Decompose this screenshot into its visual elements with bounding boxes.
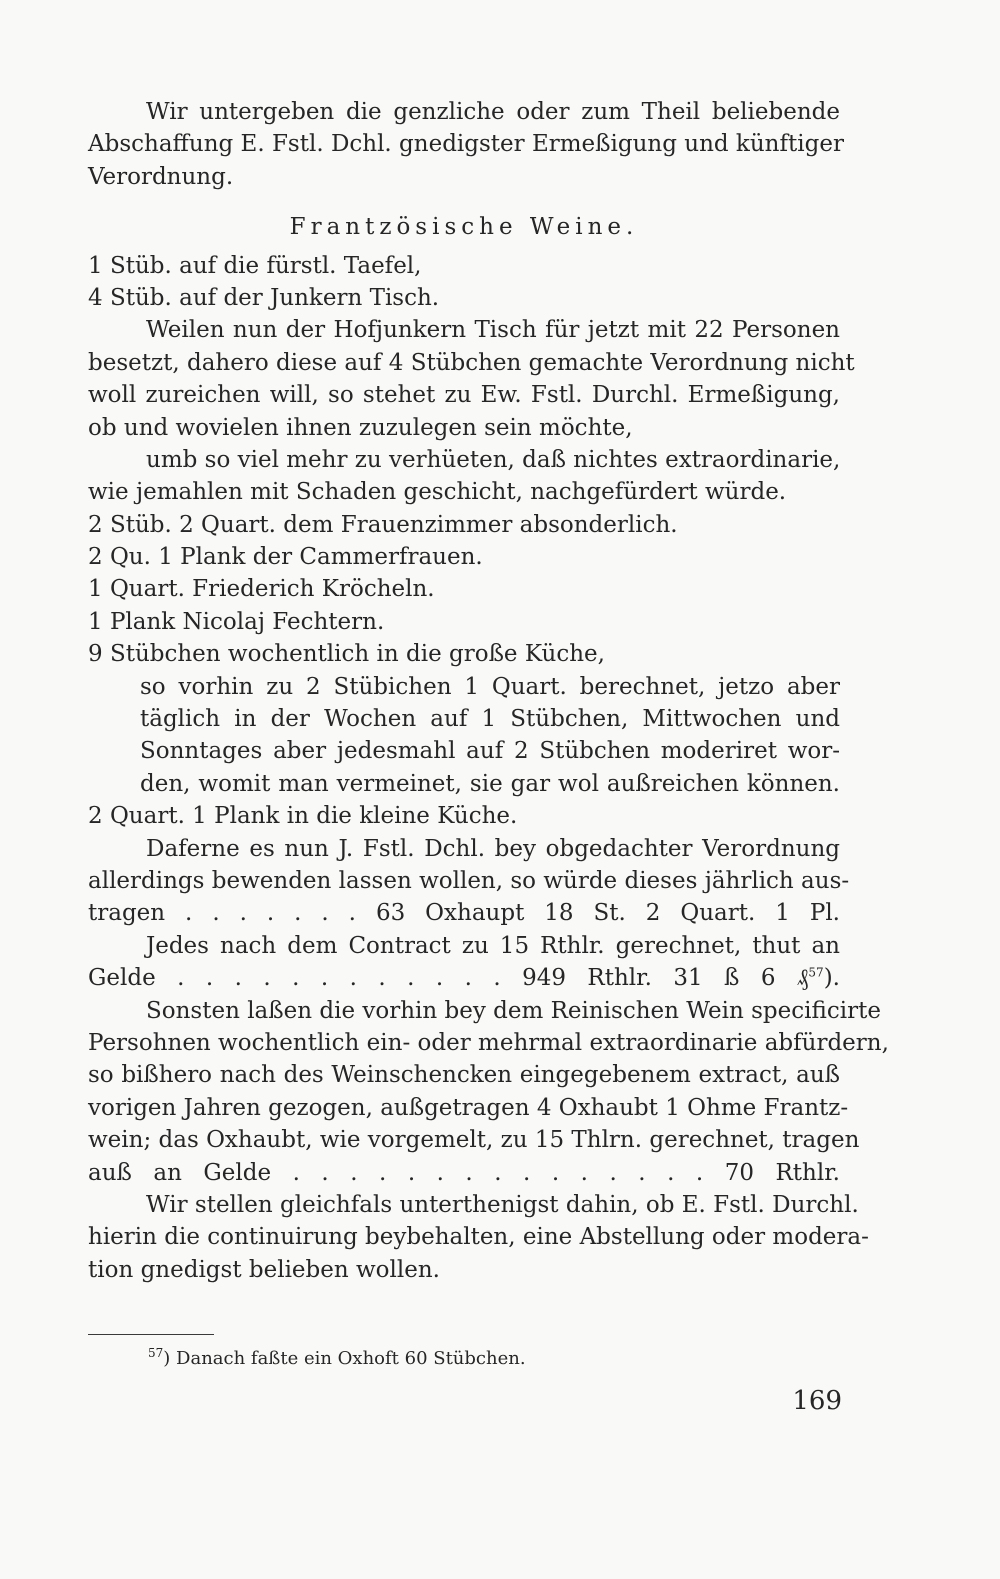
footnote-divider	[88, 1334, 214, 1335]
text-line: 2 Quart. 1 Plank in die kleine Küche.	[88, 803, 518, 830]
text-line: wie jemahlen mit Schaden geschicht, nachgefürdert würde.	[88, 479, 787, 506]
text-line: ob und wovielen ihnen zuzulegen sein möchte,	[88, 414, 633, 441]
footnote-marker: 57	[148, 1346, 164, 1360]
text-line: Verordnung.	[88, 163, 234, 190]
text-line: den, womit man vermeinet, sie gar wol außreichen können.	[140, 770, 840, 797]
text-line: besetzt, dahero diese auf 4 Stübchen gemachte Verordnung nicht	[88, 349, 855, 376]
page-number: 169	[792, 1386, 842, 1416]
text-line: 4 Stüb. auf der Junkern Tisch.	[88, 284, 440, 311]
text-line: Sonntages aber jedesmahl auf 2 Stübchen moderiret wor-	[140, 738, 840, 765]
text-line: Weilen nun der Hofjunkern Tisch für jetzt mit 22 Personen	[146, 317, 840, 344]
text-line: 1 Stüb. auf die fürstl. Taefel,	[88, 252, 422, 279]
text-line: vorigen Jahren gezogen, außgetragen 4 Oxhaubt 1 Ohme Frantz-	[88, 1094, 849, 1121]
text-line: 2 Qu. 1 Plank der Cammerfrauen.	[88, 544, 483, 571]
text-line: 9 Stübchen wochentlich in die große Küche,	[88, 641, 605, 668]
text-line: 1 Quart. Friederich Kröcheln.	[88, 576, 435, 603]
text-line: 1 Plank Nicolaj Fechtern.	[88, 608, 385, 635]
text-line: tragen . . . . . . . 63 Oxhaupt 18 St. 2 Quart. 1 Pl.	[88, 900, 840, 927]
text-line: umb so viel mehr zu verhüeten, daß nichtes extraordinarie,	[146, 446, 841, 473]
text-line: so vorhin zu 2 Stübichen 1 Quart. berechnet, jetzo aber	[140, 673, 840, 700]
text-line: Daferne es nun J. Fstl. Dchl. bey obgedachter Verordnung	[146, 835, 840, 862]
footnote	[148, 1347, 526, 1371]
text-line: täglich in der Wochen auf 1 Stübchen, Mittwochen und	[140, 706, 840, 733]
text-line: Persohnen wochentlich ein- oder mehrmal extraordinarie abfürdern,	[88, 1029, 889, 1056]
text-line: Jedes nach dem Contract zu 15 Rthlr. gerechnet, thut an	[146, 932, 840, 959]
text-line: so bißhero nach des Weinschencken eingegebenem extract, auß	[88, 1062, 840, 1089]
text-segment: ).	[823, 965, 840, 992]
footnote-paren: )	[163, 1348, 177, 1369]
text-line: Abschaffung E. Fstl. Dchl. gnedigster Ermeßigung und künftiger	[88, 131, 844, 158]
text-line: hierin die continuirung beybehalten, eine Abstellung oder modera-	[88, 1224, 869, 1251]
body-text	[88, 96, 889, 1286]
text-line: Sonsten laßen die vorhin bey dem Reinischen Wein specificirte	[146, 997, 881, 1024]
text-segment: Gelde . . . . . . . . . . . . 949 Rthlr. 31 ß 6 ₰	[88, 965, 809, 992]
text-line: 2 Stüb. 2 Quart. dem Frauenzimmer absonderlich.	[88, 511, 678, 538]
text-line	[88, 962, 840, 994]
text-line: tion gnedigst belieben wollen.	[88, 1256, 440, 1283]
text-line: wein; das Oxhaubt, wie vorgemelt, zu 15 Thlrn. gerechnet, tragen	[88, 1127, 860, 1154]
text-line: woll zureichen will, so stehet zu Ew. Fstl. Durchl. Ermeßigung,	[88, 382, 840, 409]
text-line: allerdings bewenden lassen wollen, so würde dieses jährlich aus-	[88, 867, 850, 894]
section-heading: Frantzösische Weine.	[289, 214, 639, 241]
footnote-text: Danach faßte ein Oxhoft 60 Stübchen.	[176, 1348, 526, 1369]
text-line: Wir stellen gleichfals unterthenigst dahin, ob E. Fstl. Durchl.	[146, 1191, 859, 1218]
footnote-reference: 57	[808, 965, 824, 980]
text-line: Wir untergeben die genzliche oder zum Theil beliebende	[146, 99, 840, 125]
text-line: auß an Gelde . . . . . . . . . . . . . . . 70 Rthlr.	[88, 1159, 840, 1186]
